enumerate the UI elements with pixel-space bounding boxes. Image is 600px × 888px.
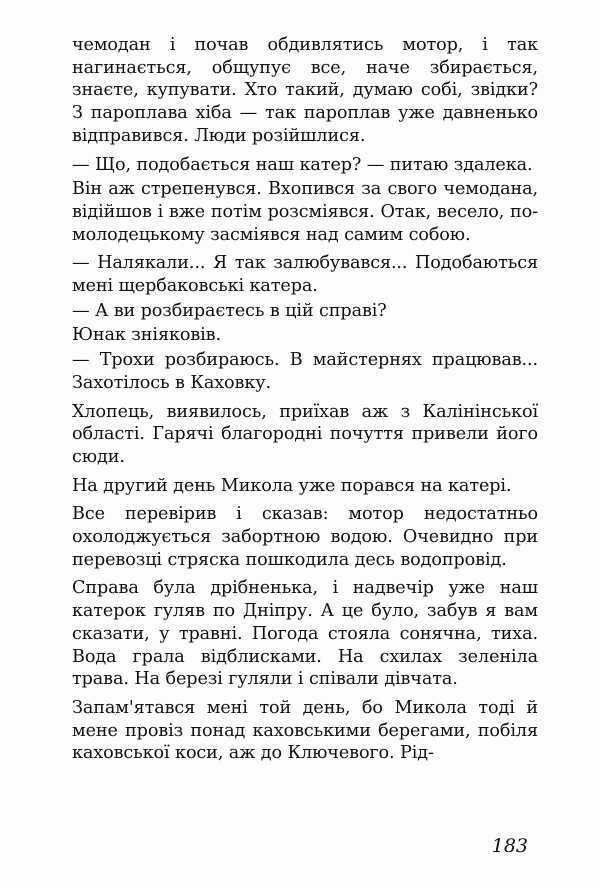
paragraph: — Що, подобається наш катер? — питаю здалека. bbox=[72, 154, 533, 175]
paragraph: — А ви розбираєтесь в цій справі? bbox=[72, 300, 387, 321]
page-number: 183 bbox=[491, 835, 528, 857]
paragraph: На другий день Микола уже порався на катері. bbox=[72, 475, 512, 496]
paragraph: — Трохи розбираюсь. В майстернях працював... Захотілось в Каховку. bbox=[72, 350, 538, 393]
paragraph: Запам'ятався мені той день, бо Микола тоді й мене провіз понад каховськими берегами, побіля каховської коси, аж до Ключевого. Рід- bbox=[72, 697, 538, 764]
paragraph: — Налякали... Я так залюбувався... Подобаються мені щербаковські катера. bbox=[72, 253, 538, 297]
paragraph: Хлопець, виявилось, приїхав аж з Калінінської області. Гарячі благородні почуття привели його сюди. bbox=[72, 401, 538, 467]
page-body-text bbox=[72, 34, 538, 771]
paragraph: Справа була дрібненька, і надвечір уже наш катерок гуляв по Дніпру. А це було, забув я вам сказати, у травні. Погода стояла сонячна, тиха. Вода грала відблисками. На схилах зеленіла трава. На березі гуляли і співали дівчата. bbox=[72, 578, 538, 690]
paragraph: Все перевірив і сказав: мотор недостатньо охолоджується забортною водою. Очевидно при перевозці стряска пошкодила десь водопровід. bbox=[72, 504, 538, 570]
paragraph: чемодан і почав обдивлятись мотор, і так нагинається, общупує все, наче збирається, знаєте, купувати. Хто такий, думаю собі, звідки? З пароплава хіба — так пароплав уже давненько відправився. Люди розійшлися. bbox=[72, 35, 538, 146]
paragraph: Юнак зніяковів. bbox=[72, 325, 221, 346]
paragraph: Він аж стрепенувся. Вхопився за свого чемодана, відійшов і вже потім розсміявся. Отак, весело, по-молодецькому засміявся над самим собою. bbox=[72, 179, 538, 245]
